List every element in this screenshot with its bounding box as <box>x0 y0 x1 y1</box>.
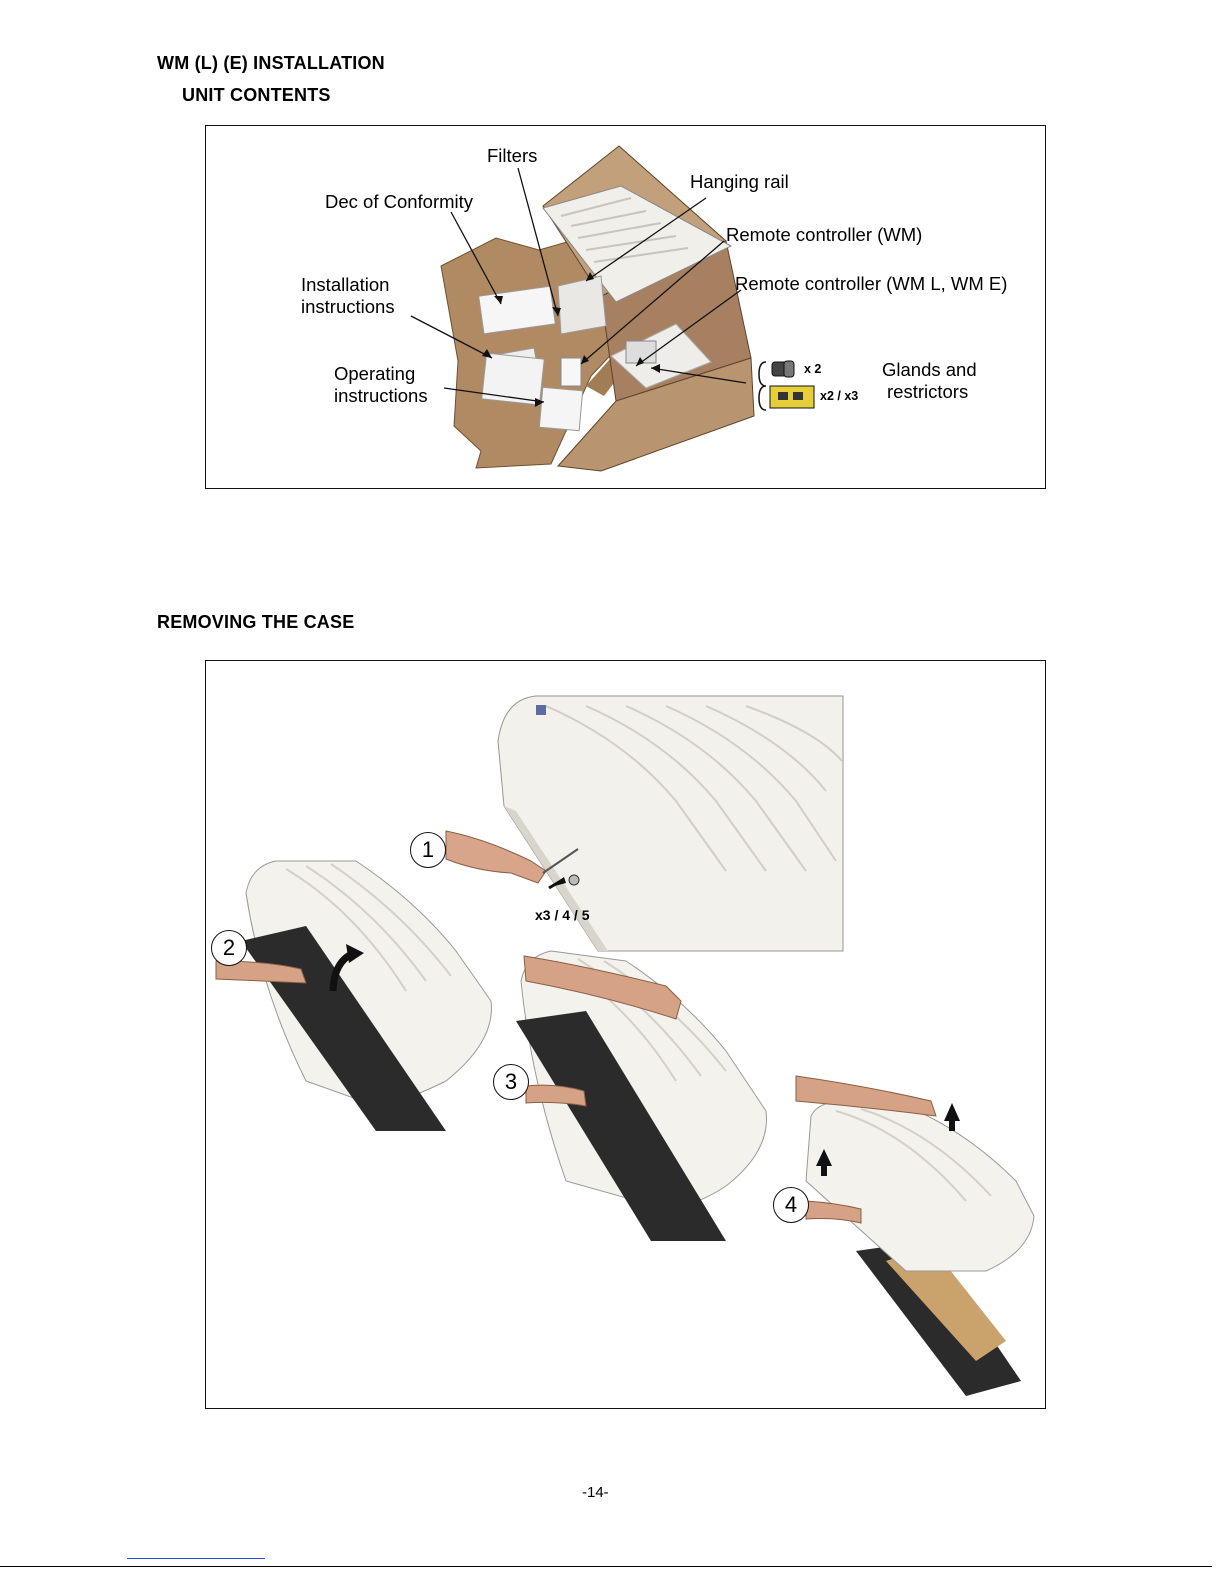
label-operating-line1: Operating <box>334 363 416 384</box>
glands-quantity: x 2 <box>804 362 822 376</box>
label-remote-controller-wml: Remote controller (WM L, WM E) <box>735 273 1008 294</box>
step-4-marker: 4 <box>773 1187 809 1223</box>
footer-rule <box>0 1566 1212 1567</box>
label-dec-of-conformity: Dec of Conformity <box>325 191 474 212</box>
restrictors-quantity: x2 / x3 <box>820 389 859 403</box>
screw-quantity: x3 / 4 / 5 <box>535 907 590 923</box>
step-3-marker: 3 <box>493 1064 529 1100</box>
removing-case-figure <box>205 660 1046 1409</box>
label-hanging-rail: Hanging rail <box>690 171 789 192</box>
footer-link-underline <box>127 1558 265 1559</box>
unit-contents-figure <box>205 125 1046 489</box>
step-2-marker: 2 <box>211 930 247 966</box>
label-installation-line1: Installation <box>301 274 390 295</box>
page-title: WM (L) (E) INSTALLATION <box>157 53 385 73</box>
label-operating-line2: instructions <box>334 385 428 406</box>
label-installation-line2: instructions <box>301 296 395 317</box>
label-glands-line2: restrictors <box>887 381 969 402</box>
label-glands-line1: Glands and <box>882 359 977 380</box>
label-filters: Filters <box>487 145 538 166</box>
unit-contents-heading: UNIT CONTENTS <box>182 85 331 105</box>
removing-case-illustration <box>206 661 1045 1408</box>
step-1-marker: 1 <box>410 832 446 868</box>
label-remote-controller-wm: Remote controller (WM) <box>726 224 923 245</box>
page-number: -14- <box>582 1484 609 1501</box>
removing-case-heading: REMOVING THE CASE <box>157 612 355 632</box>
